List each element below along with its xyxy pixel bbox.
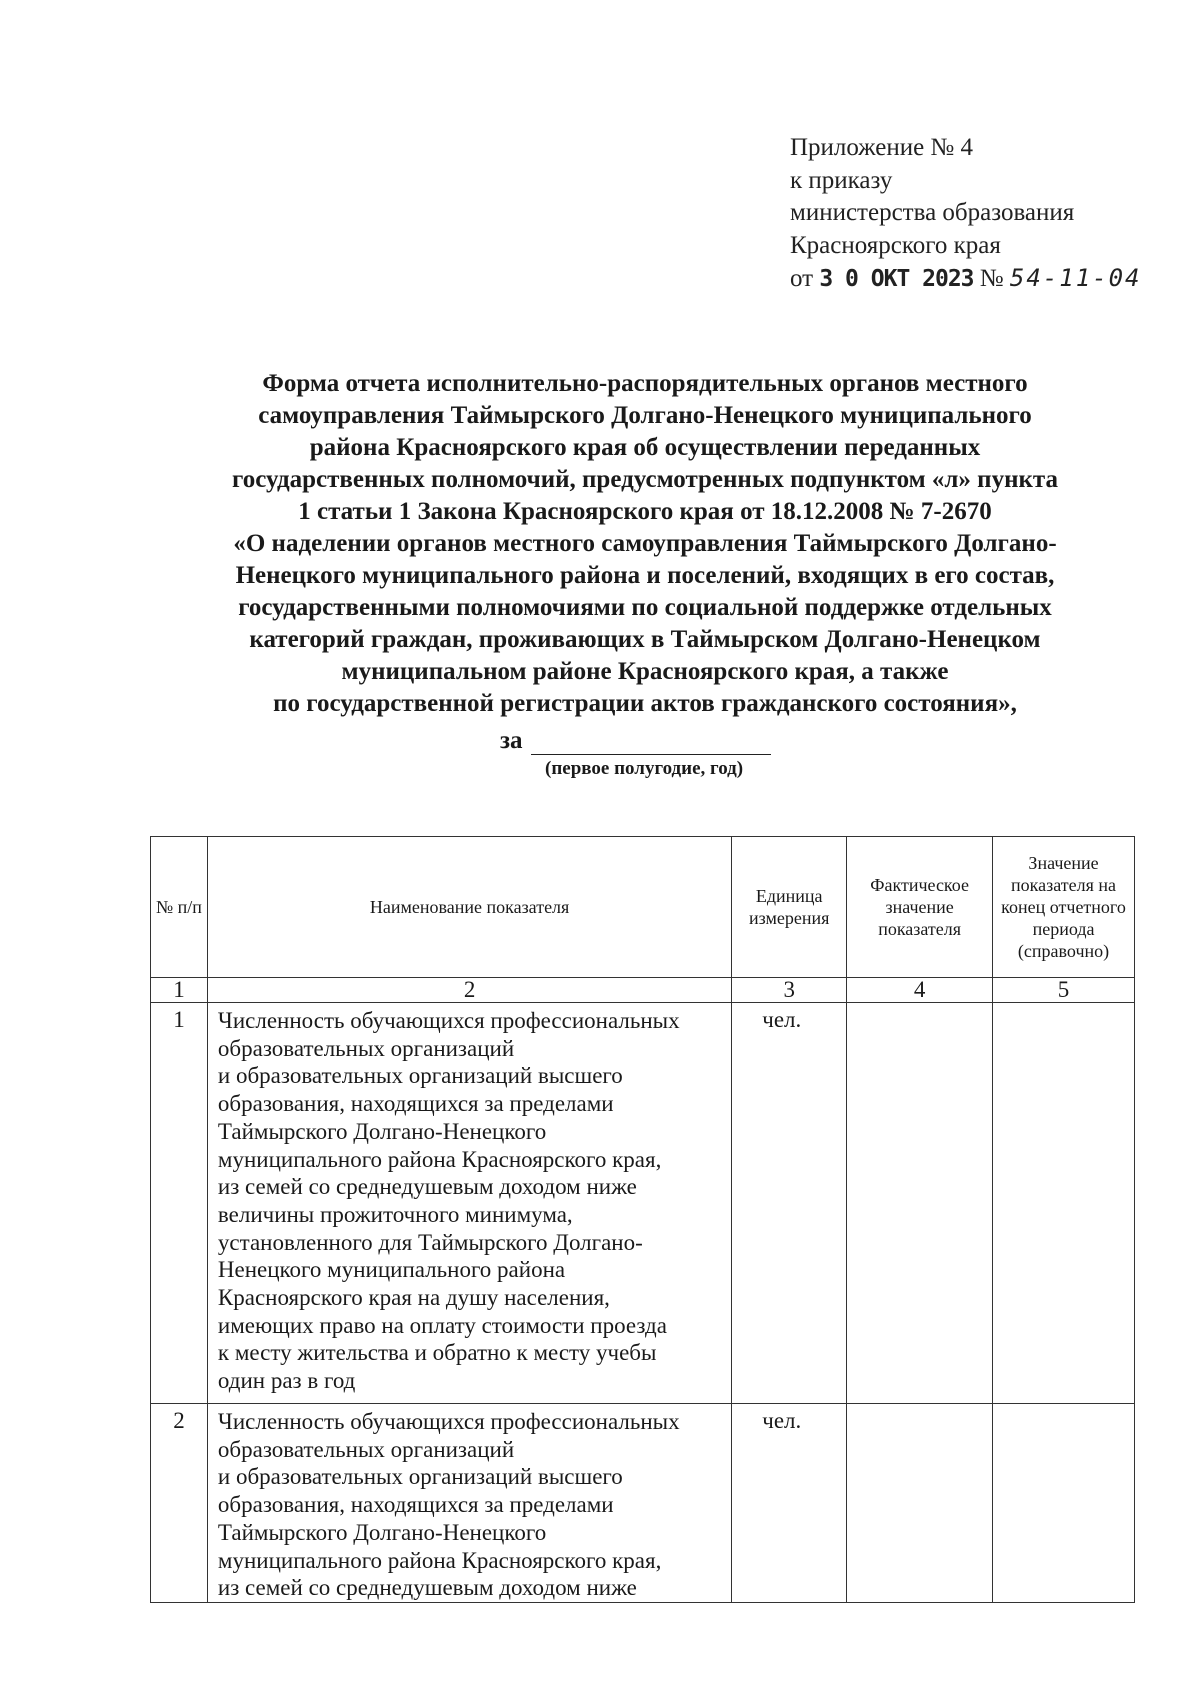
title-line: 1 статьи 1 Закона Красноярского края от 18.12.2008 № 7-2670 [298, 498, 992, 525]
indicator-line: образования, находящихся за пределами [217, 1091, 614, 1117]
appendix-ministry: министерства образования [790, 199, 1075, 226]
indicator-line: образовательных организаций [217, 1436, 515, 1462]
title-line: муниципальном районе Красноярского края, а также [341, 658, 949, 685]
indicator-line: Таймырского Долгано-Ненецкого [217, 1519, 547, 1545]
indicator-line: Численность обучающихся профессиональных [217, 1409, 680, 1434]
column-number: 3 [732, 978, 847, 1003]
header-end-period: Значение показателя на конец отчетного периода (справочно) [993, 837, 1135, 978]
indicator-line: к месту жительства и обратно к месту учебы [217, 1340, 657, 1366]
title-line: категорий граждан, проживающих в Таймырском Долгано-Ненецком [249, 626, 1041, 653]
indicator-line: и образовательных организаций высшего [217, 1464, 623, 1490]
indicator-line: муниципального района Красноярского края, [217, 1146, 662, 1172]
indicator-line: образования, находящихся за пределами [217, 1492, 614, 1518]
row-number: 1 [151, 1003, 208, 1404]
appendix-number: Приложение № 4 [790, 134, 974, 161]
report-table [150, 836, 1135, 1603]
end-period-value-cell[interactable] [993, 1003, 1135, 1404]
title-line: государственных полномочий, предусмотренных подпунктом «л» пункта [232, 466, 1058, 493]
indicator-name [207, 1404, 731, 1603]
unit-cell: чел. [732, 1404, 847, 1603]
actual-value-cell[interactable] [847, 1003, 993, 1404]
indicator-line: Таймырского Долгано-Ненецкого [217, 1118, 547, 1144]
period-blank-line[interactable] [531, 728, 771, 755]
column-number-row [151, 978, 1135, 1003]
title-line: самоуправления Таймырского Долгано-Ненецкого муниципального [258, 402, 1032, 429]
number-prefix: № [979, 265, 1004, 292]
column-number: 4 [847, 978, 993, 1003]
column-number: 5 [993, 978, 1135, 1003]
table-row [151, 1003, 1135, 1404]
indicator-line: Красноярского края на душу населения, [217, 1285, 610, 1311]
period-field [500, 727, 771, 755]
appendix-date-line [790, 262, 1141, 296]
order-date-stamp: 3 0 ОКТ 2023 [819, 266, 974, 292]
title-line: государственными полномочиями по социальной поддержке отдельных [238, 594, 1052, 621]
end-period-value-cell[interactable] [993, 1404, 1135, 1603]
header-name: Наименование показателя [207, 837, 731, 978]
indicator-line: из семей со среднедушевым доходом ниже [217, 1174, 637, 1200]
form-title [120, 368, 1170, 720]
indicator-name [207, 1003, 731, 1404]
appendix-region: Красноярского края [790, 231, 1001, 259]
indicator-line: из семей со среднедушевым доходом ниже [217, 1575, 637, 1601]
column-number: 1 [151, 978, 208, 1003]
indicator-line: Численность обучающихся профессиональных [217, 1008, 680, 1033]
indicator-line: величины прожиточного минимума, [217, 1201, 573, 1227]
appendix-header [790, 132, 1141, 296]
header-num: № п/п [151, 837, 208, 978]
period-hint: (первое полугодие, год) [545, 758, 744, 779]
indicator-line: установленного для Таймырского Долгано- [217, 1229, 643, 1255]
table-header-row [151, 837, 1135, 978]
indicator-line: и образовательных организаций высшего [217, 1063, 623, 1089]
appendix-to-order: к приказу [790, 166, 893, 194]
title-line: Ненецкого муниципального района и поселений, входящих в его состав, [235, 562, 1055, 589]
column-number: 2 [207, 978, 731, 1003]
date-prefix: от [790, 265, 814, 292]
row-number: 2 [151, 1404, 208, 1603]
period-label: за [500, 727, 523, 754]
indicator-line: один раз в год [217, 1368, 356, 1394]
actual-value-cell[interactable] [847, 1404, 993, 1603]
table-row [151, 1404, 1135, 1603]
title-line: по государственной регистрации актов гражданского состояния», [273, 690, 1017, 717]
indicator-line: образовательных организаций [217, 1035, 515, 1061]
header-unit: Единица измерения [732, 837, 847, 978]
order-number-handwritten: 54-11-04 [1009, 264, 1142, 292]
header-actual: Фактическое значение показателя [847, 837, 993, 978]
indicator-line: имеющих право на оплату стоимости проезда [217, 1312, 667, 1338]
indicator-line: муниципального района Красноярского края, [217, 1547, 662, 1573]
unit-cell: чел. [732, 1003, 847, 1404]
title-line: Форма отчета исполнительно-распорядительных органов местного [262, 370, 1028, 397]
title-line: «О наделении органов местного самоуправления Таймырского Долгано- [233, 530, 1057, 557]
indicator-line: Ненецкого муниципального района [217, 1257, 566, 1283]
title-line: района Красноярского края об осуществлении переданных [309, 434, 981, 461]
